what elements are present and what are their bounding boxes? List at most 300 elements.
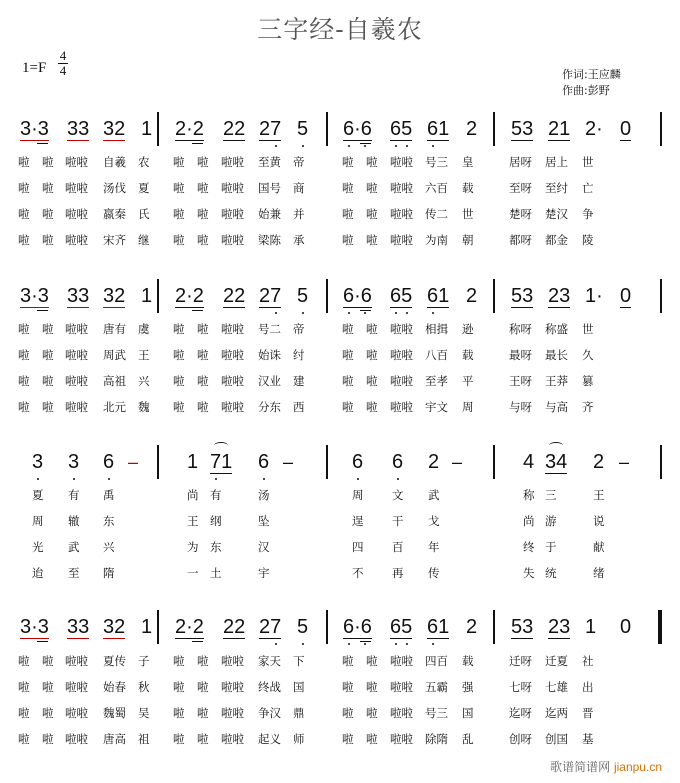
lyric-syllable: 建 [293,374,305,388]
lyric-syllable: 啦 [173,680,185,694]
lyric-syllable: 汉业 [258,374,281,388]
lyric-syllable: 啦 [18,654,30,668]
lyric-syllable: 武 [68,540,80,554]
low-octave-dot-icon [275,643,277,645]
note-text: 2·2 [175,616,204,638]
lyric-syllable: 啦 [342,155,354,169]
lyric-syllable: 宇文 [425,400,448,414]
note-text: 3 [32,451,44,473]
lyric-syllable: 禹 [103,488,115,502]
note [20,285,49,308]
note [141,616,152,638]
note-text: – [619,452,630,472]
note-text: 61 [427,285,450,307]
note [511,616,533,639]
lyric-syllable: 啦 [342,322,354,336]
note-dash [128,451,138,473]
lyric-syllable: 啦啦 [65,680,88,694]
sixteenth-underline [360,143,371,144]
lyric-syllable: 啦啦 [65,322,88,336]
lyric-syllable: 啦 [173,706,185,720]
lyric-syllable: 高祖 [103,374,126,388]
lyric-syllable: 失 [523,566,535,580]
lyric-syllable: 啦 [197,322,209,336]
lyric-syllable: 啦啦 [65,374,88,388]
low-octave-dot-icon [73,478,75,480]
barline [660,279,662,313]
lyric-syllable: 啦 [42,374,54,388]
low-octave-dot-icon [432,312,434,314]
lyric-syllable: 啦啦 [65,348,88,362]
lyric-syllable: 啦 [42,348,54,362]
sixteenth-underline [192,310,203,311]
lyric-syllable: 始兼 [258,207,281,221]
lyric-syllable: 隋 [103,566,115,580]
lyric-syllable: 啦啦 [390,654,413,668]
lyric-syllable: 居呀 [509,155,532,169]
note-text: 3·3 [20,118,49,140]
lyric-syllable: 相揖 [425,322,448,336]
lyric-syllable: 啦 [366,155,378,169]
lyric-syllable: 王 [138,348,150,362]
barline [157,112,159,146]
note [141,118,152,140]
note [103,285,125,308]
sixteenth-underline [192,641,203,642]
note-text: 1 [141,118,153,140]
lyric-syllable: 土 [210,566,222,580]
low-octave-dot-icon [348,643,350,645]
lyric-syllable: 最长 [545,348,568,362]
lyric-syllable: 啦啦 [65,233,88,247]
barline [493,610,495,644]
lyric-syllable: 啦 [173,207,185,221]
lyric-syllable: 啦啦 [390,680,413,694]
note-text: 61 [427,118,450,140]
lyric-syllable: 啦啦 [390,155,413,169]
barline [326,279,328,313]
barline [660,112,662,146]
lyric-syllable: 啦啦 [390,374,413,388]
lyric-syllable: 啦 [18,706,30,720]
note [548,118,570,141]
lyric-syllable: 载 [462,181,474,195]
lyric-syllable: 啦 [197,181,209,195]
note [67,118,89,141]
lyric-syllable: 啦啦 [221,233,244,247]
lyric-syllable: 啦 [197,680,209,694]
lyric-syllable: 周武 [103,348,126,362]
lyric-syllable: 啦 [366,680,378,694]
lyric-syllable: 称 [523,488,535,502]
lyric-syllable: 亡 [582,181,594,195]
watermark [550,758,662,775]
lyric-syllable: 于 [545,540,557,554]
note [390,118,412,141]
lyric-syllable: 与高 [545,400,568,414]
lyric-syllable: 迁呀 [509,654,532,668]
lyric-syllable: 继 [138,233,150,247]
low-octave-dot-icon [406,643,408,645]
note [175,285,204,308]
lyric-syllable: 魏蜀 [103,706,126,720]
note [103,451,114,473]
note-text: 3 [68,451,80,473]
note [297,616,308,638]
lyric-syllable: 啦 [366,233,378,247]
sixteenth-underline [192,143,203,144]
song-title: 三字经-自羲农 [257,15,423,44]
note-dash [619,451,629,473]
low-octave-dot-icon [302,145,304,147]
low-octave-dot-icon [432,145,434,147]
lyric-syllable: 四 [352,540,364,554]
lyric-syllable: 创呀 [509,732,532,746]
lyric-syllable: 始诛 [258,348,281,362]
lyric-syllable: 啦 [366,322,378,336]
note-text: 2 [466,118,478,140]
lyric-syllable: 啦啦 [390,732,413,746]
lyric-syllable: 逞 [352,514,364,528]
lyric-syllable: 自羲 [103,155,126,169]
lyric-syllable: 啦 [18,322,30,336]
composer-credit: 作曲:彭野 [562,84,610,97]
lyric-syllable: 啦啦 [65,706,88,720]
low-octave-dot-icon [406,312,408,314]
lyric-syllable: 辙 [68,514,80,528]
note-text: 0 [620,118,632,140]
note-text: 33 [67,118,90,140]
lyric-syllable: 啦 [18,155,30,169]
lyric-syllable: 纲 [210,514,222,528]
lyric-syllable: 啦啦 [65,654,88,668]
lyric-syllable: 祖 [138,732,150,746]
lyric-syllable: 八百 [425,348,448,362]
lyric-syllable: 七雄 [545,680,568,694]
lyric-syllable: 都呀 [509,233,532,247]
note-text: – [452,452,463,472]
lyric-syllable: 七呀 [509,680,532,694]
lyric-syllable: 六百 [425,181,448,195]
lyric-syllable: 啦 [197,348,209,362]
lyric-syllable: 王呀 [509,374,532,388]
barline [157,610,159,644]
lyric-syllable: 至纣 [545,181,568,195]
lyric-syllable: 下 [293,654,305,668]
lyric-syllable: 帝 [293,155,305,169]
lyric-syllable: 称盛 [545,322,568,336]
lyric-syllable: 啦啦 [65,732,88,746]
note [68,451,79,473]
note [141,285,152,307]
lyric-syllable: 为南 [425,233,448,247]
lyric-syllable: 干 [392,514,404,528]
lyric-syllable: 啦啦 [221,654,244,668]
lyric-syllable: 啦啦 [390,706,413,720]
time-signature-top: 4 [59,48,67,63]
note [511,118,533,141]
note-text: 33 [67,616,90,638]
note [620,118,631,141]
lyric-syllable: 子 [138,654,150,668]
low-octave-dot-icon [302,643,304,645]
note [223,616,245,639]
lyric-syllable: 社 [582,654,594,668]
lyric-syllable: 啦 [197,706,209,720]
lyric-syllable: 啦啦 [221,680,244,694]
note-text: 23 [548,285,571,307]
note-text: 27 [259,118,282,140]
lyric-syllable: 啦 [366,181,378,195]
lyric-syllable: 五霸 [425,680,448,694]
slur-icon [214,442,228,449]
lyric-syllable: 啦 [42,181,54,195]
lyric-syllable: 齐 [582,400,594,414]
lyric-syllable: 传二 [425,207,448,221]
sixteenth-underline [37,641,48,642]
lyric-syllable: 啦啦 [390,181,413,195]
note [67,285,89,308]
lyric-syllable: 逊 [462,322,474,336]
note-text: 33 [67,285,90,307]
lyric-syllable: 朝 [462,233,474,247]
lyric-syllable: 啦 [42,400,54,414]
lyric-syllable: 载 [462,348,474,362]
lyric-syllable: 魏 [138,400,150,414]
lyric-syllable: 迁夏 [545,654,568,668]
note-text: 2·2 [175,118,204,140]
lyric-syllable: 起义 [258,732,281,746]
lyric-syllable: 北元 [103,400,126,414]
barline [326,112,328,146]
lyric-syllable: 王 [593,488,605,502]
lyric-syllable: 啦 [342,706,354,720]
note [343,118,372,141]
lyric-syllable: 夏 [138,181,150,195]
lyric-syllable: 武 [428,488,440,502]
lyric-syllable: 周 [352,488,364,502]
lyric-syllable: 争汉 [258,706,281,720]
lyric-syllable: 绪 [593,566,605,580]
lyric-syllable: 氏 [138,207,150,221]
lyric-syllable: 王 [187,514,199,528]
lyric-syllable: 啦 [342,348,354,362]
lyric-syllable: 啦啦 [221,322,244,336]
lyric-syllable: 夏传 [103,654,126,668]
note [352,451,363,473]
lyric-syllable: 啦 [173,181,185,195]
lyric-syllable: 称呀 [509,322,532,336]
note-dash [452,451,462,473]
lyric-syllable: 啦 [42,207,54,221]
note [259,118,281,141]
lyric-syllable: 啦 [366,374,378,388]
lyric-syllable: 兴 [138,374,150,388]
lyric-syllable: 国 [293,680,305,694]
note [67,616,89,639]
lyric-syllable: 游 [545,514,557,528]
note-text: 2 [466,285,478,307]
note [259,616,281,639]
lyric-syllable: 虞 [138,322,150,336]
lyric-syllable: 农 [138,155,150,169]
note [103,616,125,639]
lyric-syllable: 不 [352,566,364,580]
note [593,451,604,473]
lyric-syllable: 承 [293,233,305,247]
note-text: 22 [223,616,246,638]
lyric-syllable: 啦 [366,348,378,362]
barline [493,279,495,313]
lyric-syllable: 啦 [197,732,209,746]
lyric-syllable: 啦啦 [221,706,244,720]
lyric-syllable: 与呀 [509,400,532,414]
note [545,451,567,474]
lyric-syllable: 百 [392,540,404,554]
lyric-syllable: 秋 [138,680,150,694]
lyric-syllable: 啦 [342,181,354,195]
note-text: 2·2 [175,285,204,307]
lyric-syllable: 除隋 [425,732,448,746]
lyric-syllable: 啦 [18,400,30,414]
lyric-syllable: 啦 [366,400,378,414]
lyric-syllable: 啦啦 [390,348,413,362]
low-octave-dot-icon [397,478,399,480]
lyric-syllable: 文 [392,488,404,502]
lyric-syllable: 说 [593,514,605,528]
lyric-syllable: 啦 [197,400,209,414]
note-text: – [283,452,294,472]
lyric-syllable: 啦 [42,680,54,694]
lyric-syllable: 梁陈 [258,233,281,247]
lyric-syllable: 王莽 [545,374,568,388]
lyric-syllable: 啦 [342,680,354,694]
lyric-syllable: 周 [462,400,474,414]
lyric-syllable: 宋齐 [103,233,126,247]
lyric-syllable: 啦啦 [390,207,413,221]
note-text: 21 [548,118,571,140]
lyric-syllable: 始春 [103,680,126,694]
lyric-syllable: 嬴秦 [103,207,126,221]
sixteenth-underline [37,310,48,311]
lyric-syllable: 周 [32,514,44,528]
lyric-syllable: 最呀 [509,348,532,362]
note-text: 65 [390,285,413,307]
lyric-syllable: 世 [582,155,594,169]
low-octave-dot-icon [357,478,359,480]
note-text: 32 [103,285,126,307]
note-dash [283,451,293,473]
note [297,118,308,140]
lyric-syllable: 国号 [258,181,281,195]
lyric-syllable: 终 [523,540,535,554]
lyric-syllable: 迄两 [545,706,568,720]
lyric-syllable: 啦 [173,732,185,746]
lyric-syllable: 夏 [32,488,44,502]
note-text: 2 [593,451,605,473]
lyric-syllable: 世 [462,207,474,221]
note-text: 65 [390,118,413,140]
lyric-syllable: 终战 [258,680,281,694]
lyric-syllable: 啦 [342,400,354,414]
low-octave-dot-icon [406,145,408,147]
lyric-syllable: 楚汉 [545,207,568,221]
lyric-syllable: 尚 [187,488,199,502]
lyric-syllable: 一 [187,566,199,580]
sixteenth-underline [37,143,48,144]
note [103,118,125,141]
lyric-syllable: 啦 [342,374,354,388]
low-octave-dot-icon [348,312,350,314]
low-octave-dot-icon [432,643,434,645]
lyric-syllable: 啦 [366,207,378,221]
lyric-syllable: 久 [582,348,594,362]
lyric-syllable: 唐有 [103,322,126,336]
low-octave-dot-icon [348,145,350,147]
watermark-cn: 歌谱简谱网 [550,760,611,774]
lyric-syllable: 啦 [197,654,209,668]
lyric-syllable: 至呀 [509,181,532,195]
note-text: 4 [523,451,535,473]
note [259,285,281,308]
barline [326,610,328,644]
low-octave-dot-icon [395,312,397,314]
note [175,616,204,639]
lyric-syllable: 啦啦 [221,207,244,221]
lyric-syllable: 啦 [18,348,30,362]
note-text: 0 [620,285,632,307]
note-text: 6·6 [343,118,372,140]
note-text: 6·6 [343,616,372,638]
note-text: 1 [141,616,153,638]
barline [660,445,662,479]
lyric-syllable: 西 [293,400,305,414]
lyric-syllable: 啦啦 [65,400,88,414]
lyric-syllable: 世 [582,322,594,336]
lyric-syllable: 至黄 [258,155,281,169]
note [620,285,631,308]
lyric-syllable: 啦 [366,654,378,668]
lyric-syllable: 啦 [173,654,185,668]
note-text: 27 [259,285,282,307]
lyric-syllable: 啦 [366,706,378,720]
slur-icon [549,442,563,449]
lyric-syllable: 号二 [258,322,281,336]
lyric-syllable: 国 [462,706,474,720]
note [548,285,570,308]
lyric-syllable: 啦啦 [390,233,413,247]
lyric-syllable: 啦 [42,654,54,668]
note [466,616,477,638]
barline [493,445,495,479]
lyric-syllable: 号三 [425,155,448,169]
note-text: 0 [620,616,632,638]
lyric-syllable: 啦 [342,233,354,247]
note-text: 2 [428,451,440,473]
note [427,285,449,308]
lyric-syllable: 分东 [258,400,281,414]
note [175,118,204,141]
lyric-syllable: 传 [428,566,440,580]
barline [157,445,159,479]
lyric-syllable: 帝 [293,322,305,336]
lyric-syllable: 兴 [103,540,115,554]
lyric-syllable: 啦啦 [390,400,413,414]
sixteenth-underline [360,310,371,311]
lyric-syllable: 篡 [582,374,594,388]
note-text: 65 [390,616,413,638]
note [343,285,372,308]
